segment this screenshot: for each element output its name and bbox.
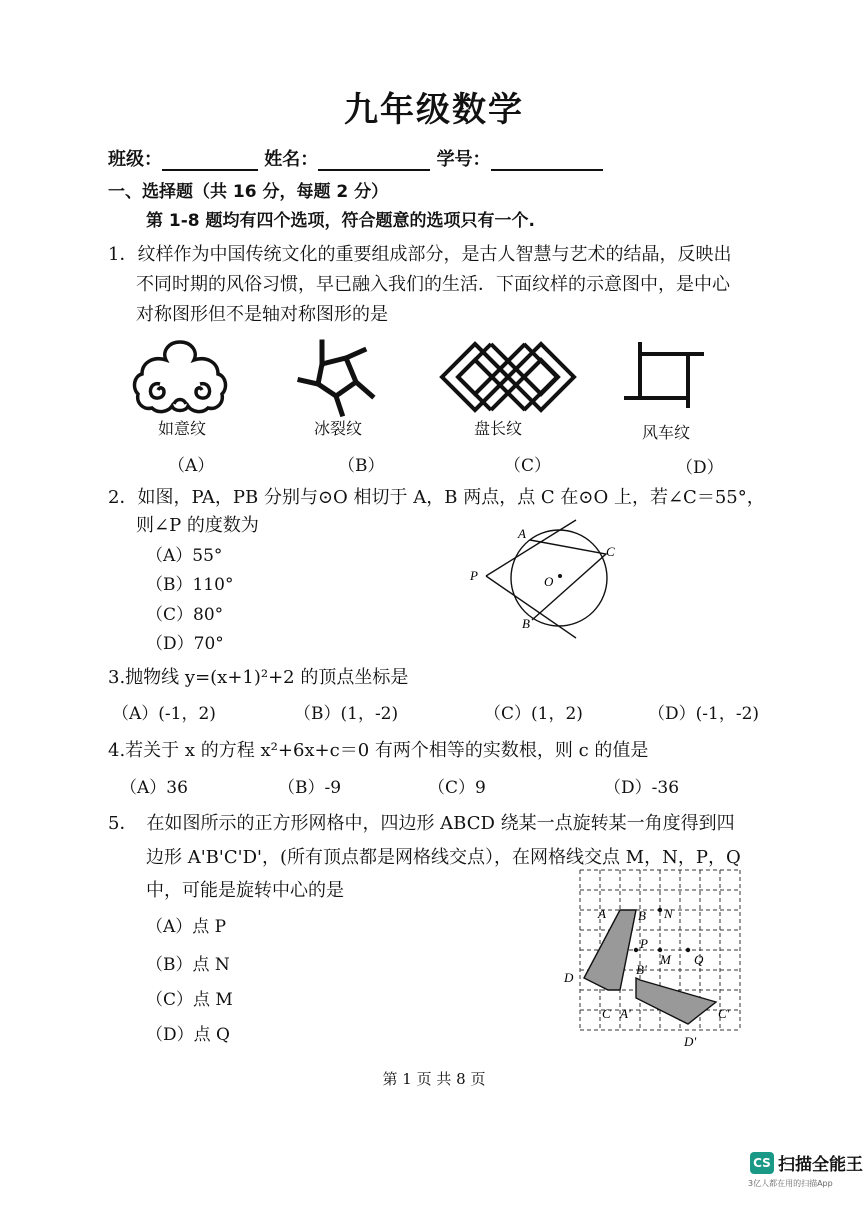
- q2-label-c: C: [606, 544, 615, 559]
- q2-tangent-circle-figure: [466, 516, 626, 644]
- windmill-pattern-figure: [624, 342, 706, 408]
- section-note: 第 1-8 题均有四个选项，符合题意的选项只有一个.: [146, 211, 536, 231]
- q2-label-b: B: [522, 616, 530, 631]
- q5-label-b-prime: B': [636, 962, 647, 977]
- q5-line1: 5． 在如图所示的正方形网格中，四边形 ABCD 绕某一点旋转某一角度得到四: [108, 813, 735, 834]
- name-label: 姓名：: [264, 149, 319, 170]
- header-fields: [108, 145, 603, 171]
- q4-stem: 4.若关于 x 的方程 x²+6x+c＝0 有两个相等的实数根，则 c 的值是: [108, 740, 649, 761]
- q1-caption-d: 风车纹: [642, 423, 691, 442]
- q1-option-b[interactable]: （B）: [338, 456, 385, 476]
- q2-option-c[interactable]: （C）80°: [146, 605, 224, 625]
- q5-option-a[interactable]: （A）点 P: [146, 917, 227, 937]
- q3-option-c[interactable]: （C）(1，2): [484, 704, 583, 724]
- q1-option-c[interactable]: （C）: [504, 456, 552, 476]
- q2-line1: 2．如图，PA，PB 分别与⊙O 相切于 A，B 两点，点 C 在⊙O 上，若∠C＝55°，: [108, 487, 765, 508]
- q5-rotation-grid-figure: [560, 866, 752, 1050]
- ruyi-pattern-figure: [130, 338, 230, 416]
- q1-caption-a: 如意纹: [158, 419, 207, 438]
- q5-label-p: P: [640, 936, 648, 951]
- q5-label-c: C: [602, 1006, 611, 1021]
- q3-option-d[interactable]: （D）(-1，-2): [648, 704, 760, 724]
- q5-label-m: M: [660, 952, 671, 967]
- q5-option-c[interactable]: （C）点 M: [146, 990, 233, 1010]
- q4-option-d[interactable]: （D）-36: [604, 778, 680, 798]
- q3-option-b[interactable]: （B）(1，-2): [294, 704, 399, 724]
- ice-crack-pattern-figure: [296, 338, 376, 418]
- class-label: 班级：: [108, 149, 162, 170]
- q2-option-b[interactable]: （B）110°: [146, 575, 234, 595]
- q2-line2: 则∠P 的度数为: [136, 515, 259, 536]
- id-blank[interactable]: [491, 151, 603, 171]
- q3-option-a[interactable]: （A）(-1，2): [112, 704, 216, 724]
- q4-option-b[interactable]: （B）-9: [278, 778, 342, 798]
- q4-option-c[interactable]: （C）9: [428, 778, 486, 798]
- q2-option-d[interactable]: （D）70°: [146, 634, 224, 654]
- name-blank[interactable]: [318, 151, 430, 171]
- section-heading: 一、选择题（共 16 分，每题 2 分）: [108, 182, 389, 202]
- page-footer: 第 1 页 共 8 页: [382, 1070, 486, 1088]
- q2-label-o: O: [544, 574, 554, 589]
- q5-label-b: B: [638, 908, 646, 923]
- q5-label-n: N: [664, 906, 673, 921]
- class-blank[interactable]: [162, 151, 258, 171]
- id-label: 学号：: [436, 149, 491, 170]
- q1-line3: 对称图形但不是轴对称图形的是: [136, 304, 388, 325]
- q2-option-a[interactable]: （A）55°: [146, 546, 223, 566]
- q5-line2: 边形 A'B'C'D'，(所有顶点都是网格线交点），在网格线交点 M，N，P，Q: [146, 847, 741, 868]
- q4-option-a[interactable]: （A）36: [120, 778, 188, 798]
- q1-option-d[interactable]: （D）: [676, 458, 724, 478]
- q5-label-q: Q: [694, 952, 704, 967]
- q1-line2: 不同时期的风俗习惯，早已融入我们的生活．下面纹样的示意图中，是中心: [136, 274, 730, 295]
- q1-option-a[interactable]: （A）: [168, 456, 215, 476]
- q5-line3: 中，可能是旋转中心的是: [146, 880, 344, 901]
- scanner-logo-icon: CS: [750, 1152, 774, 1174]
- q5-label-a: A: [598, 906, 606, 921]
- q1-line1: 1．纹样作为中国传统文化的重要组成部分，是古人智慧与艺术的结晶，反映出: [108, 244, 732, 265]
- q2-label-a: A: [518, 526, 526, 541]
- scanner-name: 扫描全能王: [778, 1155, 863, 1175]
- page-title: 九年级数学: [344, 90, 524, 130]
- q1-caption-b: 冰裂纹: [314, 419, 363, 438]
- q5-label-d: D: [564, 970, 574, 985]
- panchang-knot-figure: [440, 342, 576, 412]
- q5-option-d[interactable]: （D）点 Q: [146, 1025, 230, 1045]
- q3-stem: 3.抛物线 y=(x+1)²+2 的顶点坐标是: [108, 667, 409, 688]
- scanner-tagline: 3亿人都在用的扫描App: [748, 1179, 833, 1188]
- q5-label-c-prime: C': [718, 1006, 730, 1021]
- q1-caption-c: 盘长纹: [474, 419, 523, 438]
- q5-label-a-prime: A': [620, 1006, 631, 1021]
- scanner-watermark: [750, 1150, 863, 1175]
- q5-label-d-prime: D': [684, 1034, 697, 1049]
- q2-label-p: P: [470, 568, 478, 583]
- q5-option-b[interactable]: （B）点 N: [146, 955, 230, 975]
